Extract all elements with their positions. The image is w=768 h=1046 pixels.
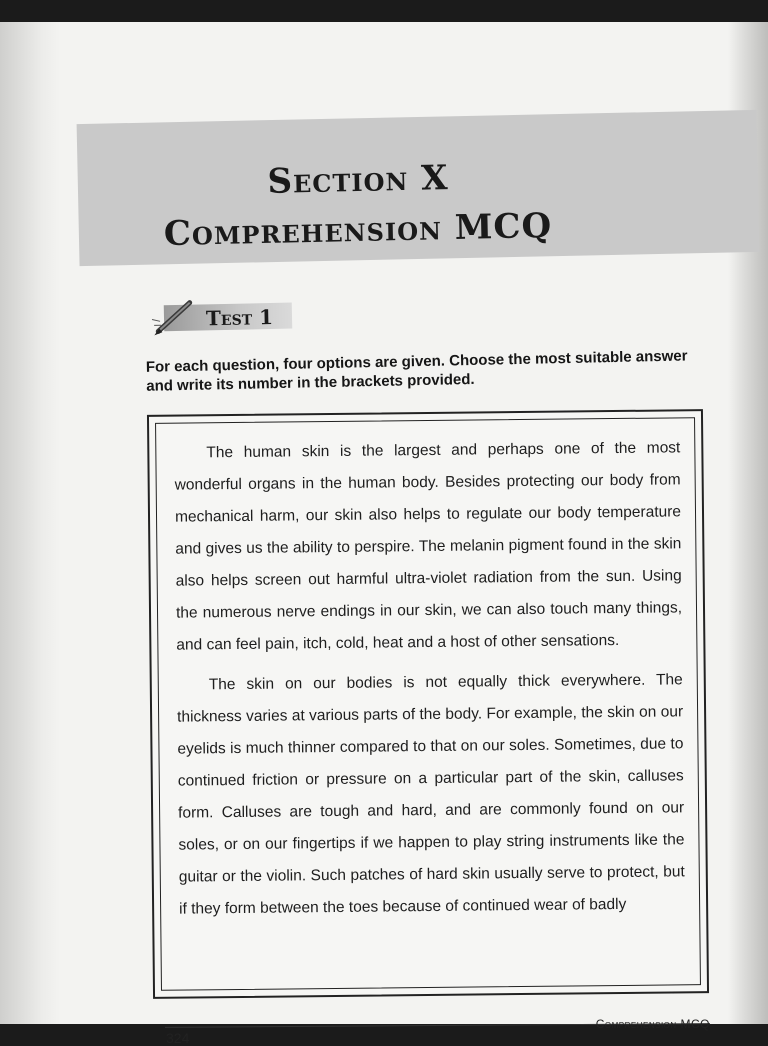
passage-box [147, 409, 709, 999]
instructions-text: For each question, four options are given. Choose the most suitable answer and write its number in the brackets provided. [146, 346, 702, 396]
section-subtitle: Comprehension MCQ [78, 204, 639, 256]
passage-paragraph-1: The human skin is the largest and perhaps one of the most wonderful organs in the human body. Besides protecting our body from mechanical harm, our skin also helps to regulate our body temperature and gives us the ability to perspire. The melanin pigment found in the skin also helps screen out harmful ultra-violet radiation from the sun. Using the numerous nerve endings in our skin, we can also touch many things, and can feel pain, itch, cold, heat and a host of other sensations. [174, 432, 682, 661]
pencil-icon [150, 296, 201, 337]
page-gutter-shadow [0, 22, 60, 1024]
passage-text [174, 432, 685, 933]
page-number: 324 [166, 1030, 189, 1046]
test-label: Test 1 [206, 305, 273, 330]
test-badge [150, 298, 296, 335]
section-title: Section X [78, 154, 639, 206]
passage-inner-border [155, 417, 701, 991]
passage-paragraph-2: The skin on our bodies is not equally thick everywhere. The thickness varies at various parts of the body. For example, the skin on our eyelids is much thinner compared to that on our soles. Sometimes, due to continued friction or pressure on a particular part of the skin, calluses form. Calluses are tough and hard, and are commonly found on our soles, or on our fingertips if we happen to play string instruments like the guitar or the violin. Such patches of hard skin usually serve to protect, but if they form between the toes because of continued wear of badly [177, 664, 686, 925]
running-head: Comprehension MCQ [596, 1017, 710, 1031]
book-page [0, 22, 768, 1024]
